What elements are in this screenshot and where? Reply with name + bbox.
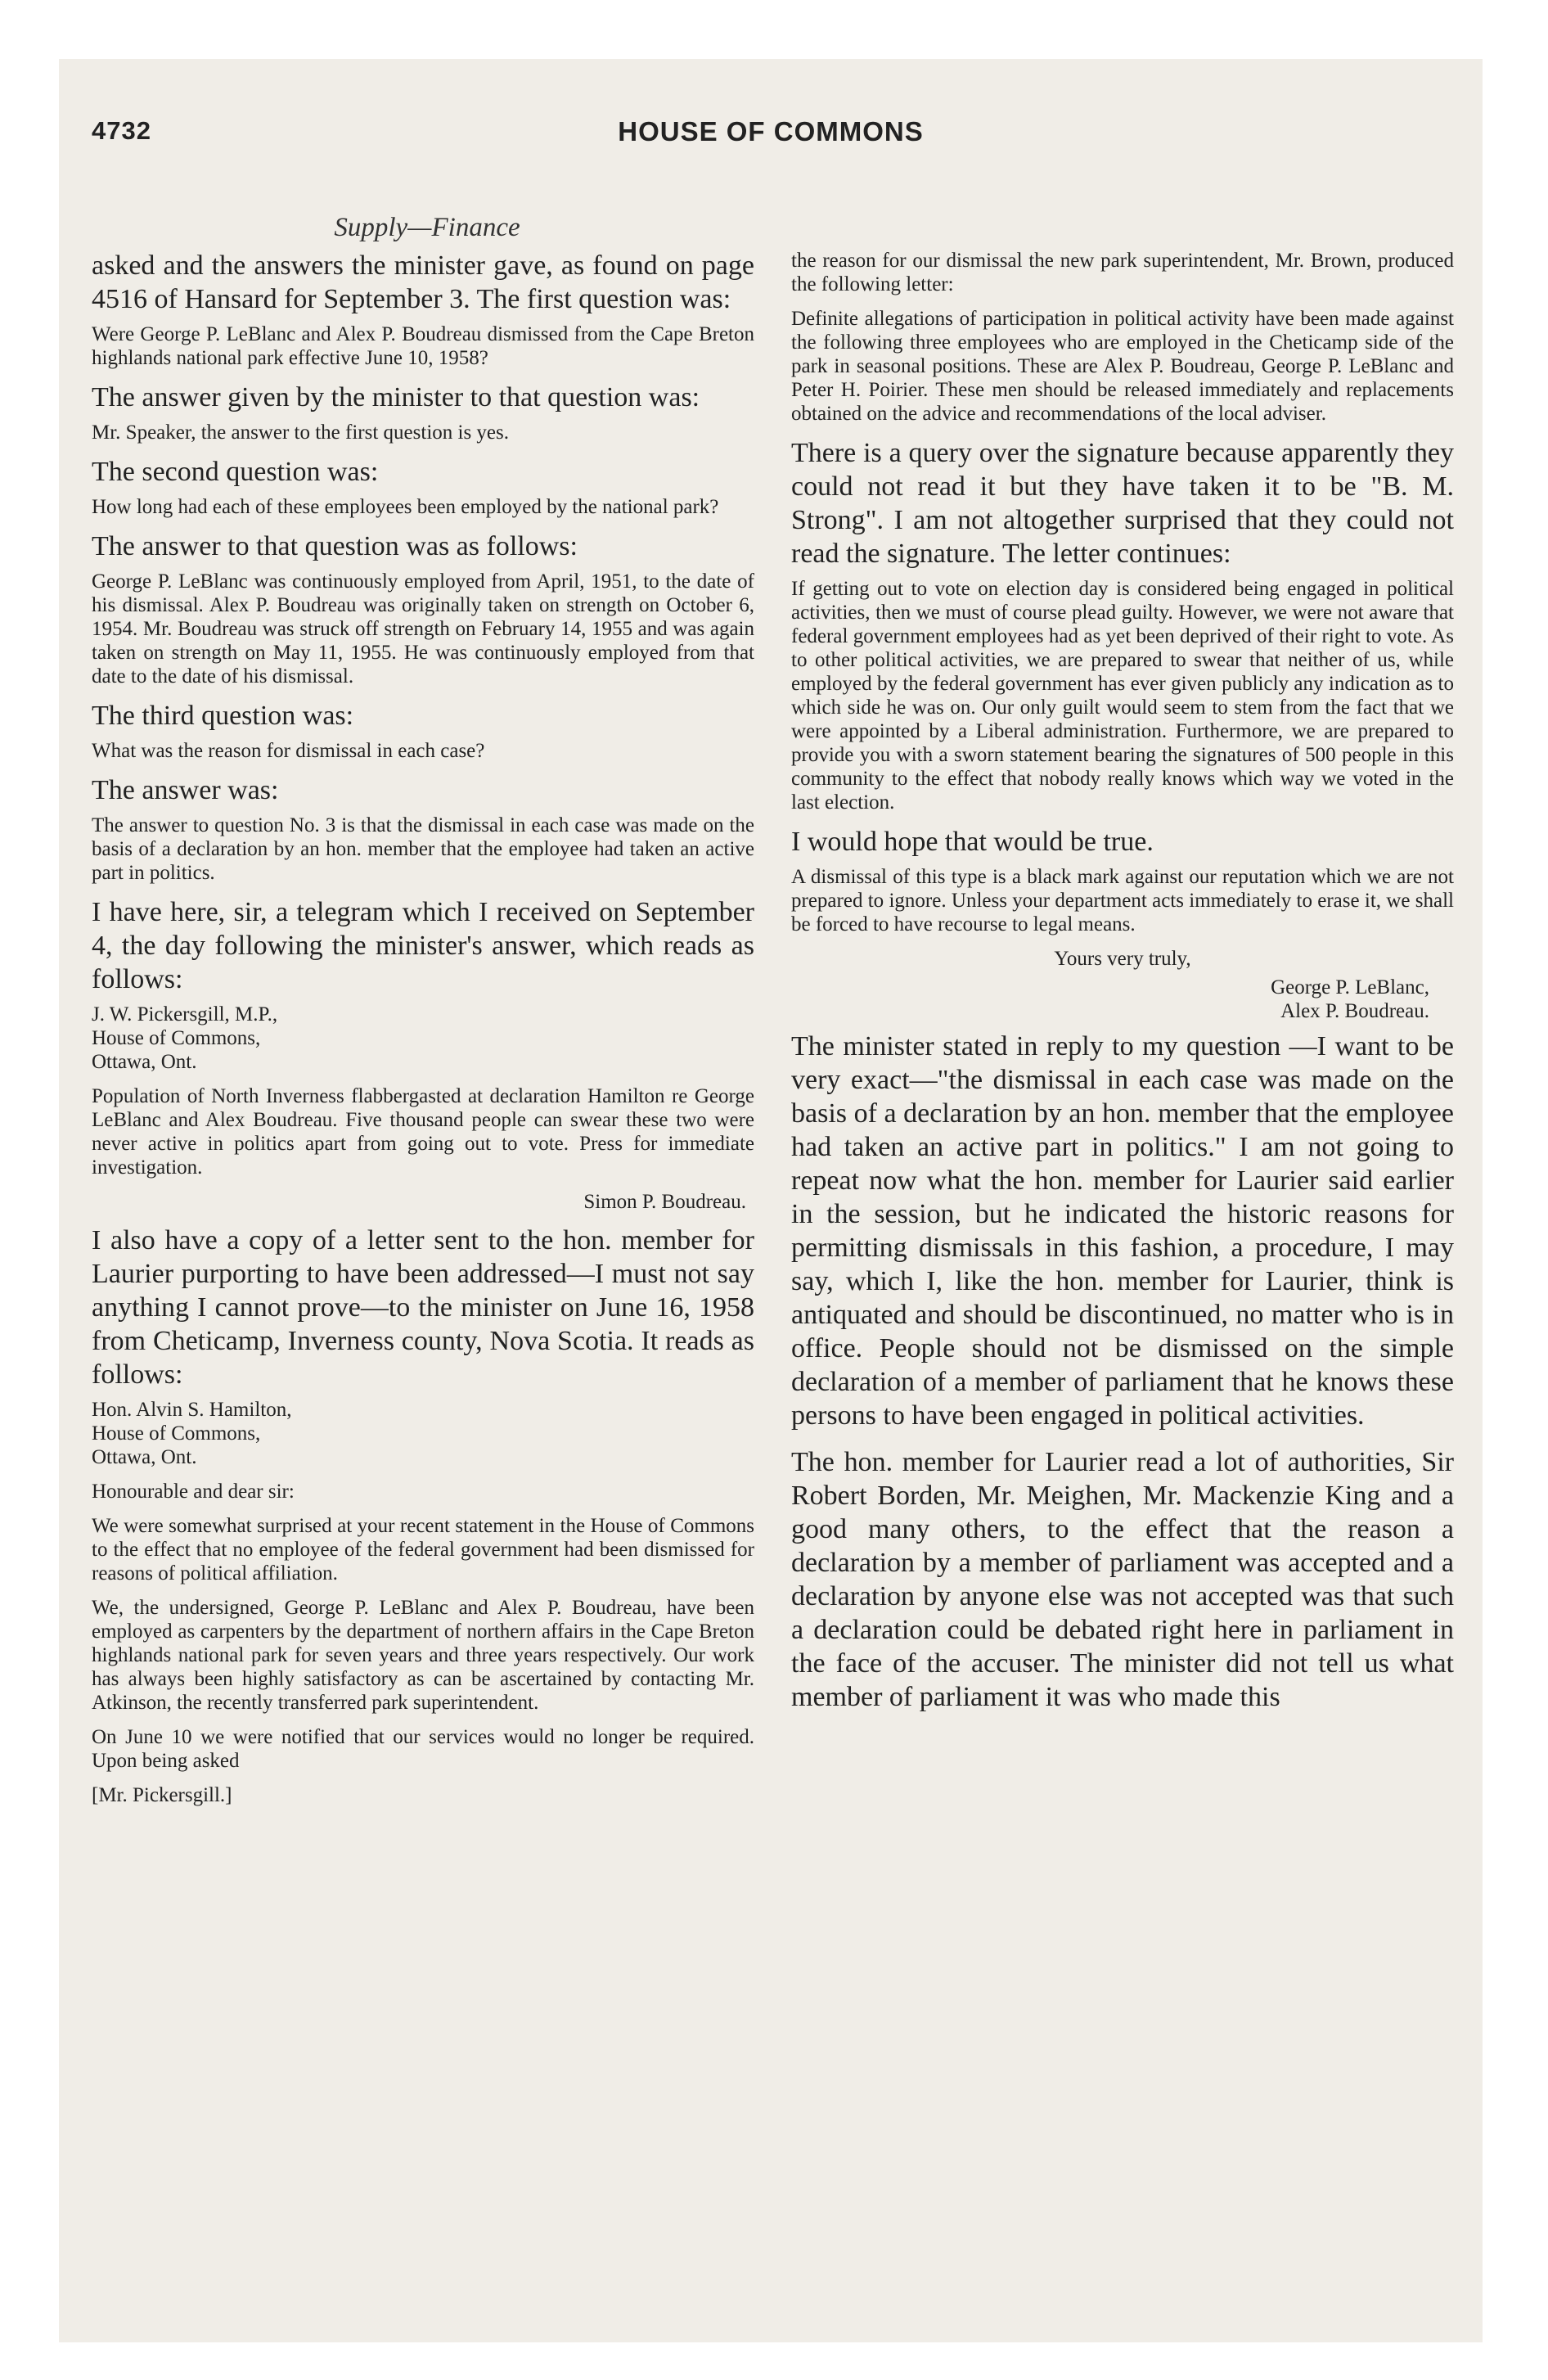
- paragraph: The hon. member for Laurier read a lot of authorities, Sir Robert Borden, Mr. Meighen, Mr. Mackenzie King and a good many others, to the effect that the reason a declaration by a member of parliament was accepted and a declaration by anyone else was not accepted was that such a declaration could be debated right here in parliament in the face of the accuser. The minister did not tell us what member of parliament it was who made this: [791, 1447, 1454, 1712]
- left-column: [92, 249, 754, 1828]
- paragraph: The second question was:: [92, 457, 379, 487]
- telegram-address-line: Ottawa, Ont.: [92, 1051, 197, 1073]
- quoted-question: How long had each of these employees been employed by the national park?: [92, 496, 719, 518]
- letter-address-line: House of Commons,: [92, 1422, 261, 1445]
- paragraph: The minister stated in reply to my question —I want to be very exact—"the dismissal in each case was made on the basis of a declaration by an hon. member that the employee had taken an active part in politics." I am not going to repeat now what the hon. member for Laurier said earlier in the session, but he indicated the historic reasons for permitting dismissals in this fashion, a procedure, I may say, which I, like the hon. member for Laurier, think is antiquated and should be discontinued, no matter who is in office. People should not be dismissed on the simple declaration of a member of parliament that he knows these persons to have been engaged in political activities.: [791, 1031, 1454, 1431]
- letter-paragraph: A dismissal of this type is a black mark against our reputation which we are not prepared to ignore. Unless your department acts immediately to erase it, we shall be forced to have recourse to legal means.: [791, 866, 1454, 935]
- publication-title: HOUSE OF COMMONS: [618, 116, 924, 146]
- paragraph: asked and the answers the minister gave, as found on page 4516 of Hansard for September 3. The first question was:: [92, 250, 754, 314]
- letter-paragraph: We were somewhat surprised at your recent statement in the House of Commons to the effect that no employee of the federal government had been dismissed for reasons of political affiliation.: [92, 1515, 754, 1584]
- telegram-address-line: House of Commons,: [92, 1027, 261, 1049]
- page-number: 4732: [92, 116, 151, 145]
- quoted-question: Were George P. LeBlanc and Alex P. Boudreau dismissed from the Cape Breton highlands national park effective June 10, 1958?: [92, 323, 754, 369]
- telegram-body: Population of North Inverness flabbergasted at declaration Hamilton re George LeBlanc and Alex Boudreau. Five thousand people can swear these two were never active in politics apart from going out to vote. Press for immediate investigation.: [92, 1085, 754, 1179]
- paragraph: There is a query over the signature because apparently they could not read it but they have taken it to be "B. M. Strong". I am not altogether surprised that they could not read the signature. The letter continues:: [791, 438, 1454, 569]
- paragraph: I have here, sir, a telegram which I received on September 4, the day following the minister's answer, which reads as follows:: [92, 897, 754, 994]
- quoted-answer: Mr. Speaker, the answer to the first question is yes.: [92, 421, 510, 444]
- letter-paragraph: If getting out to vote on election day is considered being engaged in political activities, then we must of course plead guilty. However, we were not aware that federal government employees had as yet been deprived of their right to vote. As to other political activities, we are prepared to swear that neither of us, while employed by the federal government has ever given publicly any indication as to which side he was on. Our only guilt would seem to stem from the fact that we were appointed by a Liberal administration. Furthermore, we are prepared to provide you with a sworn statement bearing the signatures of 500 people in this community to the effect that nobody really knows which way we voted in the last election.: [791, 578, 1454, 814]
- telegram-address-line: J. W. Pickersgill, M.P.,: [92, 1003, 278, 1025]
- quoted-answer: George P. LeBlanc was continuously employed from April, 1951, to the date of his dismissal. Alex P. Boudreau was originally taken on strength on October 6, 1954. Mr. Boudreau was struck off strength on February 14, 1955 and was again taken on strength on May 11, 1955. He was continuously employed from that date to the date of his dismissal.: [92, 570, 754, 687]
- paragraph: The answer to that question was as follows:: [92, 531, 578, 561]
- section-title: Supply—Finance: [334, 213, 520, 242]
- quoted-answer: The answer to question No. 3 is that the dismissal in each case was made on the basis of a declaration by an hon. member that the employee had taken an active part in politics.: [92, 814, 754, 884]
- letter-salutation: Honourable and dear sir:: [92, 1481, 295, 1503]
- paragraph: The answer was:: [92, 775, 279, 805]
- quoted-question: What was the reason for dismissal in each case?: [92, 740, 485, 762]
- letter-address-line: Ottawa, Ont.: [92, 1446, 197, 1468]
- letter-address-line: Hon. Alvin S. Hamilton,: [92, 1399, 292, 1421]
- paragraph: The answer given by the minister to that question was:: [92, 382, 700, 412]
- telegram-signature: Simon P. Boudreau.: [583, 1191, 746, 1213]
- letter-closing: Yours very truly,: [1054, 948, 1191, 970]
- paragraph: I also have a copy of a letter sent to the hon. member for Laurier purporting to have been addressed—I must not say anything I cannot prove—to the minister on June 16, 1958 from Cheticamp, Inverness county, Nova Scotia. It reads as follows:: [92, 1225, 754, 1390]
- letter-signatory: George P. LeBlanc,: [1271, 976, 1429, 998]
- letter-signatory: Alex P. Boudreau.: [1280, 1000, 1429, 1022]
- page-scan: [59, 59, 1483, 2342]
- letter-paragraph: the reason for our dismissal the new park superintendent, Mr. Brown, produced the following letter:: [791, 250, 1454, 295]
- paragraph: I would hope that would be true.: [791, 827, 1154, 857]
- speaker-tag: [Mr. Pickersgill.]: [92, 1784, 232, 1806]
- letter-paragraph: We, the undersigned, George P. LeBlanc and Alex P. Boudreau, have been employed as carpenters by the department of northern affairs in the Cape Breton highlands national park for seven years and three years respectively. Our work has always been highly satisfactory as can be ascertained by contacting Mr. Atkinson, the recently transferred park superintendent.: [92, 1597, 754, 1714]
- quoted-letter: Definite allegations of participation in political activity have been made against the following three employees who are employed in the Cheticamp side of the park in seasonal positions. These are Alex P. Boudreau, George P. LeBlanc and Peter H. Poirier. These men should be released immediately and replacements obtained on the advice and recommendations of the local adviser.: [791, 308, 1454, 425]
- page-header: [92, 116, 1450, 242]
- paragraph: The third question was:: [92, 701, 354, 731]
- letter-paragraph: On June 10 we were notified that our services would no longer be required. Upon being asked: [92, 1726, 754, 1772]
- right-column: [791, 249, 1454, 1720]
